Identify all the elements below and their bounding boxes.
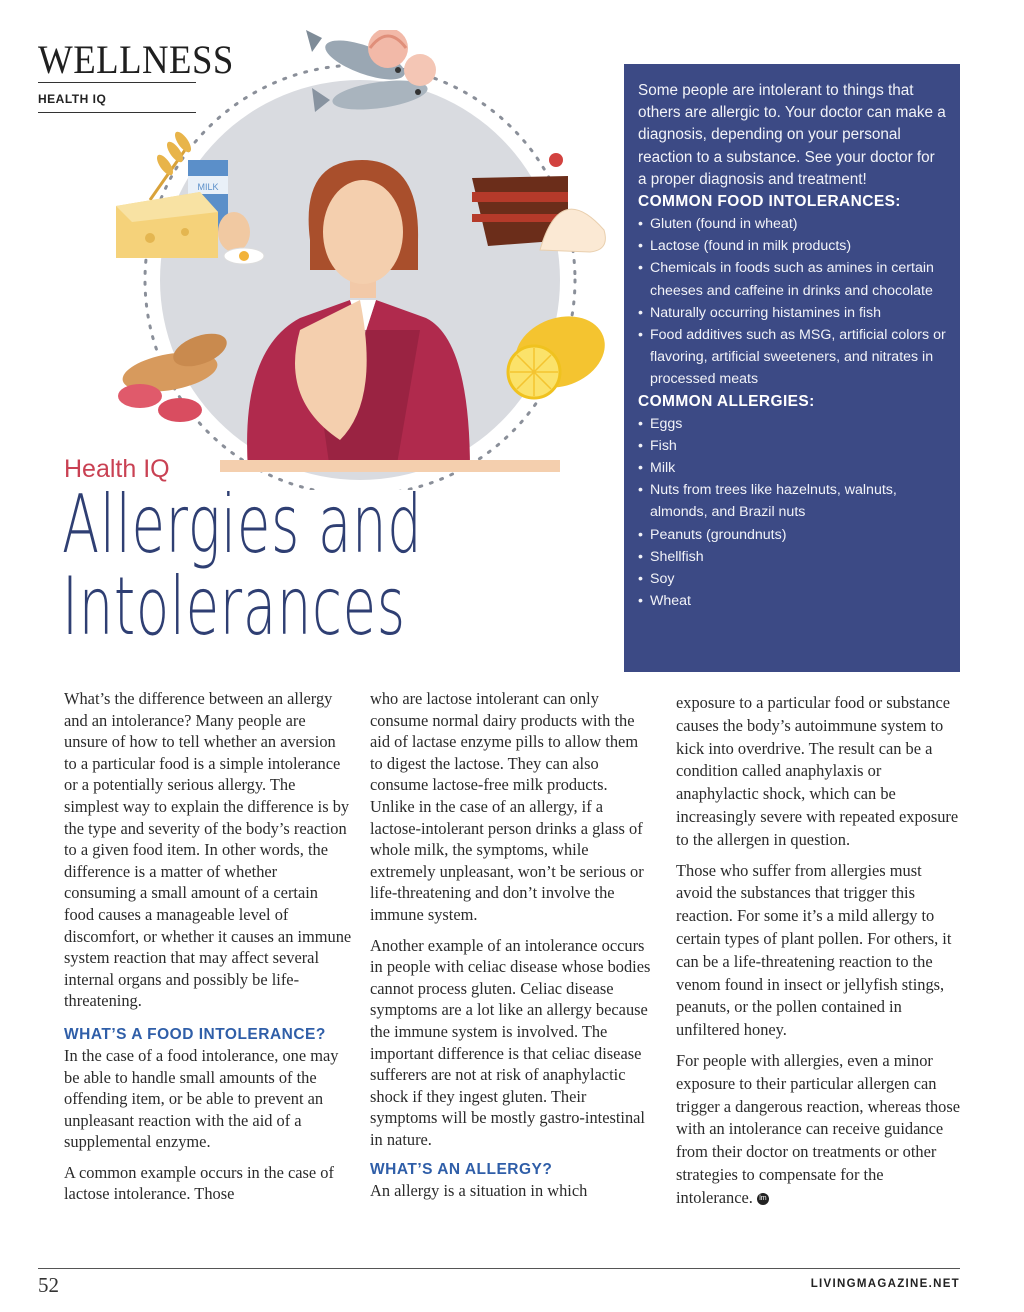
allergies-list <box>638 413 946 613</box>
subheading-food-intolerance: WHAT’S A FOOD INTOLERANCE? <box>64 1025 326 1043</box>
list-item: • Fish <box>638 435 946 457</box>
sidebar-intro: Some people are intolerant to things that others are allergic to. Your doctor can make a diagnosis, depending on your personal reaction to a substance. See your doctor for a proper diagnosis and treatment! <box>638 82 946 188</box>
allergies-heading: COMMON ALLERGIES: <box>638 392 815 410</box>
list-item: • Naturally occurring histamines in fish <box>638 302 946 324</box>
list-item: • Milk <box>638 457 946 479</box>
body-paragraph <box>676 1050 962 1210</box>
body-paragraph: A common example occurs in the case of lactose intolerance. Those <box>64 1162 334 1204</box>
list-item: • Shellfish <box>638 546 946 568</box>
list-item: • Food additives such as MSG, artificial colors or flavoring, artificial sweeteners, and nitrates in processed meats <box>638 324 946 391</box>
article-column-1 <box>64 688 352 1214</box>
section-title: WELLNESS <box>38 37 234 82</box>
subheading-allergy: WHAT’S AN ALLERGY? <box>370 1161 553 1179</box>
article-column-3 <box>676 692 962 1218</box>
body-paragraph: Those who suffer from allergies must avoid the substances that trigger this reaction. For some it’s a mild allergy to certain types of plant pollen. For others, it can be a life-threatening reaction to the venom found in insect or jellyfish stings, peanuts, or the pollen contained in unfiltered honey. <box>676 860 952 1040</box>
list-item: • Wheat <box>638 590 946 612</box>
list-item: • Eggs <box>638 413 946 435</box>
article-title <box>62 478 423 653</box>
body-paragraph: An allergy is a situation in which <box>370 1181 588 1201</box>
list-item: • Peanuts (groundnuts) <box>638 524 946 546</box>
allergy-illustration <box>100 30 620 490</box>
body-paragraph: Another example of an intolerance occurs in people with celiac disease whose bodies cannot process gluten. Celiac disease symptoms are a lot like an allergy because the immune system is involved. The important difference is that celiac disease sufferers are not at risk of anaphylactic shock if they ingest gluten. Their symptoms will be mostly gastro-intestinal in nature. <box>370 935 651 1149</box>
list-item: • Chemicals in foods such as amines in certain cheeses and caffeine in drinks and chocolate <box>638 257 946 301</box>
body-paragraph: In the case of a food intolerance, one may be able to handle small amounts of the offending item, or be able to prevent an unpleasant reaction with the aid of a supplemental enzyme. <box>64 1045 339 1152</box>
body-paragraph: What’s the difference between an allergy and an intolerance? Many people are unsure of how to tell whether an aversion to a particular food is a simple intolerance or a potentially serious allergy. The simplest way to explain the difference is by the type and severity of the body’s reaction to a given food item. In other words, the difference is a matter of whether consuming a small amount of a certain food causes a manageable level of discomfort, or whether it causes an immune system reaction that may affect several internal organs and possibly be life-threatening. <box>64 689 352 1011</box>
footer-divider <box>38 1268 960 1269</box>
section-subtitle: HEALTH IQ <box>38 92 196 113</box>
article-kicker: Health IQ <box>64 455 170 483</box>
intolerances-heading: COMMON FOOD INTOLERANCES: <box>638 193 901 211</box>
article-title-line-1: Allergies and <box>62 478 423 571</box>
end-mark-icon: lm <box>757 1193 769 1205</box>
site-url: LIVINGMAGAZINE.NET <box>810 1278 960 1290</box>
list-item: • Lactose (found in milk products) <box>638 235 946 257</box>
cheese-icon <box>116 192 218 258</box>
sidebar-box <box>624 64 960 672</box>
article-column-2 <box>370 688 652 1211</box>
page-number: 52 <box>38 1273 59 1297</box>
list-item: • Soy <box>638 568 946 590</box>
body-paragraph: who are lactose intolerant can only consume normal dairy products with the aid of lactase enzyme pills to allow them to digest the lactose. They can also consume lactose-free milk products. Unlike in the case of an allergy, if a lactose-intolerant person drinks a glass of whole milk, the symptoms, while extremely unpleasant, won’t be serious or life-threatening and don’t involve the immune system. <box>370 689 644 924</box>
list-item: • Gluten (found in wheat) <box>638 213 946 235</box>
milk-label: MILK <box>197 182 219 192</box>
body-paragraph: exposure to a particular food or substance causes the body’s autoimmune system to kick into overdrive. The result can be a condition called anaphylaxis or anaphylactic shock, which can be increasingly severe with repeated exposure to the allergen in question. <box>676 693 959 849</box>
list-item: • Nuts from trees like hazelnuts, walnuts, almonds, and Brazil nuts <box>638 479 946 523</box>
intolerances-list <box>638 213 946 391</box>
body-paragraph-text: For people with allergies, even a minor exposure to their particular allergen can trigger a dangerous reaction, whereas those with an intolerance can receive guidance from their doctor on treatments or other strategies to compensate for the intolerance. <box>676 1050 960 1207</box>
article-title-line-2: Intolerances <box>62 560 406 653</box>
